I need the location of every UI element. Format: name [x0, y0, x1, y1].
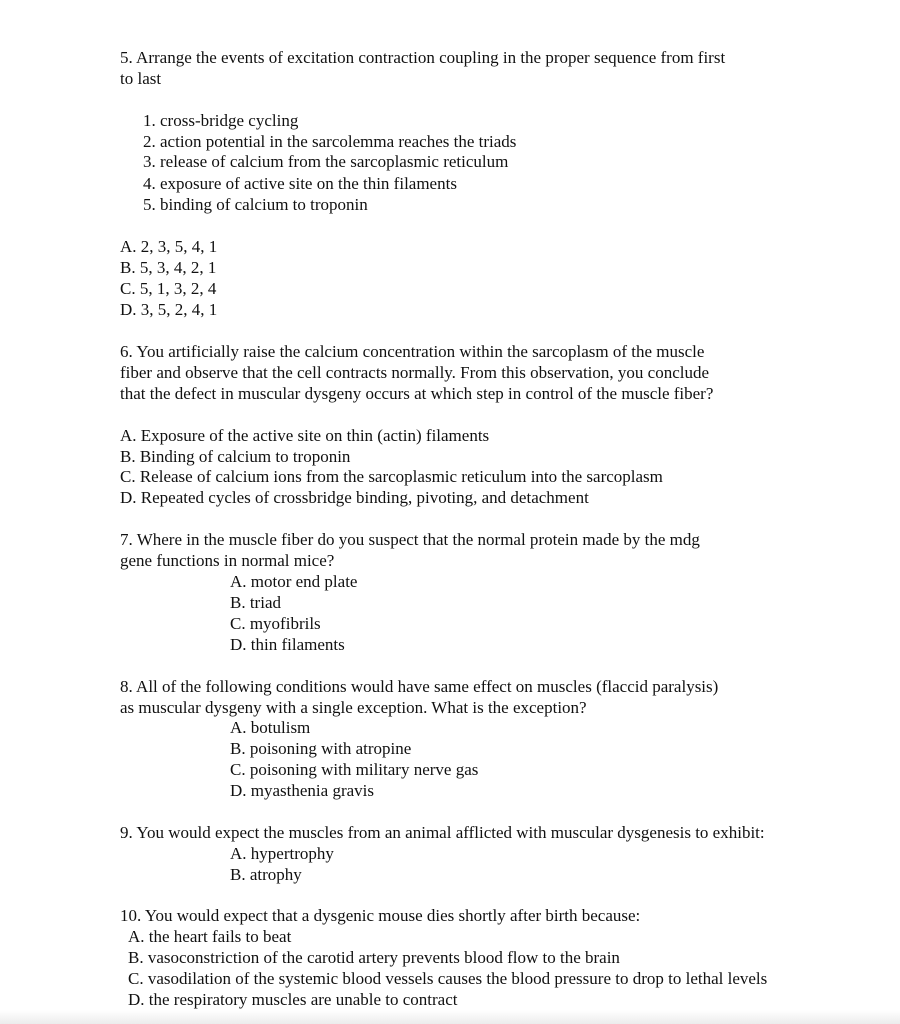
question-7-option-a: A. motor end plate [230, 572, 358, 591]
question-6-option-a: A. Exposure of the active site on thin (actin) filaments [120, 426, 490, 445]
question-5-stem-line-1: 5. Arrange the events of excitation contraction coupling in the proper sequence from first [120, 48, 726, 67]
question-7-stem-line-1: 7. Where in the muscle fiber do you suspect that the normal protein made by the mdg [120, 530, 700, 549]
question-5-option-a: A. 2, 3, 5, 4, 1 [120, 237, 218, 256]
question-5-event-3: 3. release of calcium from the sarcoplasmic reticulum [143, 152, 509, 171]
question-8-stem-line-1: 8. All of the following conditions would have same effect on muscles (flaccid paralysis) [120, 677, 719, 696]
question-8-option-d: D. myasthenia gravis [230, 781, 374, 800]
question-6-option-d: D. Repeated cycles of crossbridge binding, pivoting, and detachment [120, 488, 589, 507]
question-6-stem-line-1: 6. You artificially raise the calcium concentration within the sarcoplasm of the muscle [120, 342, 705, 361]
question-10-option-c: C. vasodilation of the systemic blood vessels causes the blood pressure to drop to lethal levels [128, 969, 768, 988]
question-10-option-d: D. the respiratory muscles are unable to contract [128, 990, 458, 1009]
question-10-option-a: A. the heart fails to beat [128, 927, 292, 946]
question-9-stem-line-1: 9. You would expect the muscles from an animal afflicted with muscular dysgenesis to exhibit: [120, 823, 765, 842]
question-9-option-b: B. atrophy [230, 865, 302, 884]
question-6-option-b: B. Binding of calcium to troponin [120, 447, 351, 466]
question-6-stem-line-3: that the defect in muscular dysgeny occurs at which step in control of the muscle fiber? [120, 384, 714, 403]
page-bottom-edge [0, 1010, 900, 1024]
question-7-option-d: D. thin filaments [230, 635, 345, 654]
question-5-event-4: 4. exposure of active site on the thin filaments [143, 174, 457, 193]
question-6-option-c: C. Release of calcium ions from the sarcoplasmic reticulum into the sarcoplasm [120, 467, 663, 486]
question-6-stem-line-2: fiber and observe that the cell contracts normally. From this observation, you conclude [120, 363, 710, 382]
question-5-option-c: C. 5, 1, 3, 2, 4 [120, 279, 217, 298]
question-5-event-1: 1. cross-bridge cycling [143, 111, 299, 130]
question-8-option-b: B. poisoning with atropine [230, 739, 412, 758]
question-5-option-d: D. 3, 5, 2, 4, 1 [120, 300, 218, 319]
question-7-option-b: B. triad [230, 593, 281, 612]
question-5-event-2: 2. action potential in the sarcolemma reaches the triads [143, 132, 517, 151]
question-5-event-5: 5. binding of calcium to troponin [143, 195, 368, 214]
question-8-stem-line-2: as muscular dysgeny with a single exception. What is the exception? [120, 698, 587, 717]
question-8-option-c: C. poisoning with military nerve gas [230, 760, 479, 779]
question-10-option-b: B. vasoconstriction of the carotid artery prevents blood flow to the brain [128, 948, 620, 967]
question-5-stem-line-2: to last [120, 69, 162, 88]
question-10-stem-line-1: 10. You would expect that a dysgenic mouse dies shortly after birth because: [120, 906, 641, 925]
question-8-option-a: A. botulism [230, 718, 311, 737]
question-5-option-b: B. 5, 3, 4, 2, 1 [120, 258, 217, 277]
question-7-option-c: C. myofibrils [230, 614, 321, 633]
question-9-option-a: A. hypertrophy [230, 844, 334, 863]
question-7-stem-line-2: gene functions in normal mice? [120, 551, 335, 570]
